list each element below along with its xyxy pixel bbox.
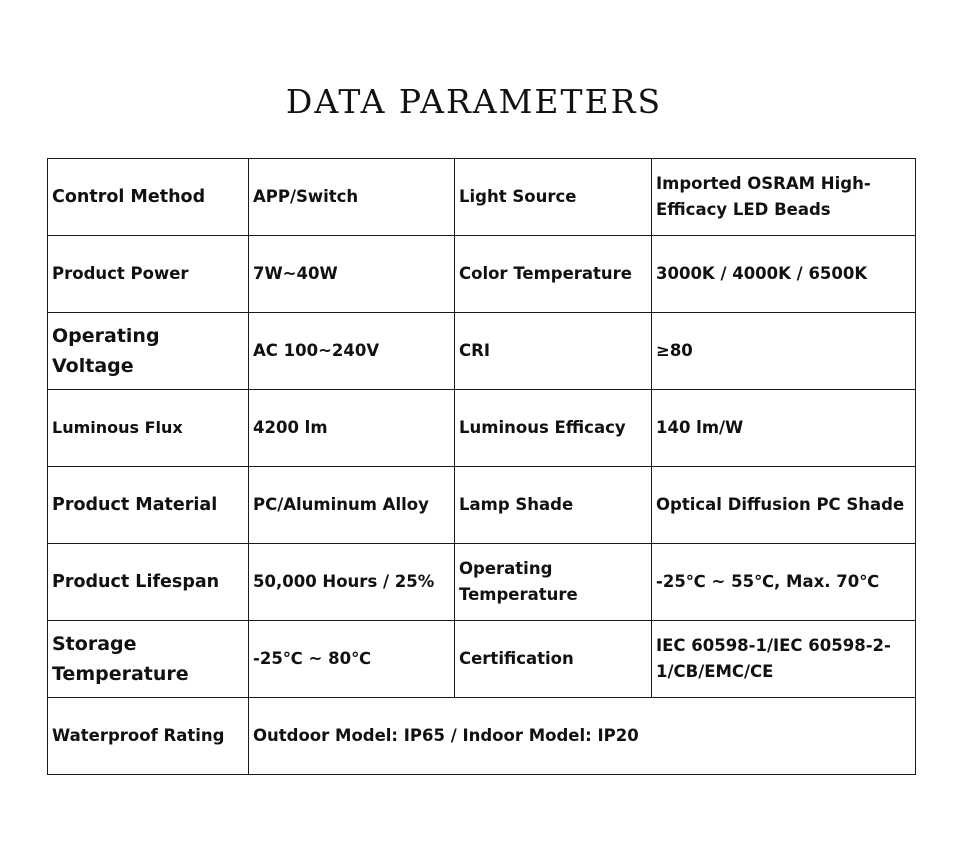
param-value: 140 lm/W <box>652 390 916 467</box>
param-label: CRI <box>455 313 652 390</box>
param-label: Light Source <box>455 159 652 236</box>
param-value: 7W~40W <box>249 236 455 313</box>
param-label: Product Lifespan <box>48 544 249 621</box>
table-row <box>48 698 916 775</box>
param-value: Optical Diffusion PC Shade <box>652 467 916 544</box>
param-value: PC/Aluminum Alloy <box>249 467 455 544</box>
param-label: Storage Temperature <box>48 621 249 698</box>
param-label: Certification <box>455 621 652 698</box>
param-label: Waterproof Rating <box>48 698 249 775</box>
parameters-table <box>47 158 916 775</box>
param-value: 50,000 Hours / 25% <box>249 544 455 621</box>
param-label: Luminous Flux <box>48 390 249 467</box>
table-row <box>48 159 916 236</box>
param-value: -25℃ ~ 80℃ <box>249 621 455 698</box>
param-value: IEC 60598-1/IEC 60598-2-1/CB/EMC/CE <box>652 621 916 698</box>
table-row <box>48 467 916 544</box>
param-value: -25℃ ~ 55℃, Max. 70℃ <box>652 544 916 621</box>
param-value: APP/Switch <box>249 159 455 236</box>
param-label: Lamp Shade <box>455 467 652 544</box>
param-label: Product Material <box>48 467 249 544</box>
table-row <box>48 544 916 621</box>
param-value: Imported OSRAM High-Efficacy LED Beads <box>652 159 916 236</box>
param-value: 3000K / 4000K / 6500K <box>652 236 916 313</box>
table-row <box>48 236 916 313</box>
table-row <box>48 313 916 390</box>
param-label: Product Power <box>48 236 249 313</box>
param-value: AC 100~240V <box>249 313 455 390</box>
param-label: Color Temperature <box>455 236 652 313</box>
param-label: Luminous Efficacy <box>455 390 652 467</box>
param-label: Control Method <box>48 159 249 236</box>
table-row <box>48 621 916 698</box>
param-value: 4200 lm <box>249 390 455 467</box>
param-label: Operating Temperature <box>455 544 652 621</box>
param-value: ≥80 <box>652 313 916 390</box>
table-row <box>48 390 916 467</box>
page-title: DATA PARAMETERS <box>285 82 663 121</box>
param-label: Operating Voltage <box>48 313 249 390</box>
param-value: Outdoor Model: IP65 / Indoor Model: IP20 <box>249 698 916 775</box>
